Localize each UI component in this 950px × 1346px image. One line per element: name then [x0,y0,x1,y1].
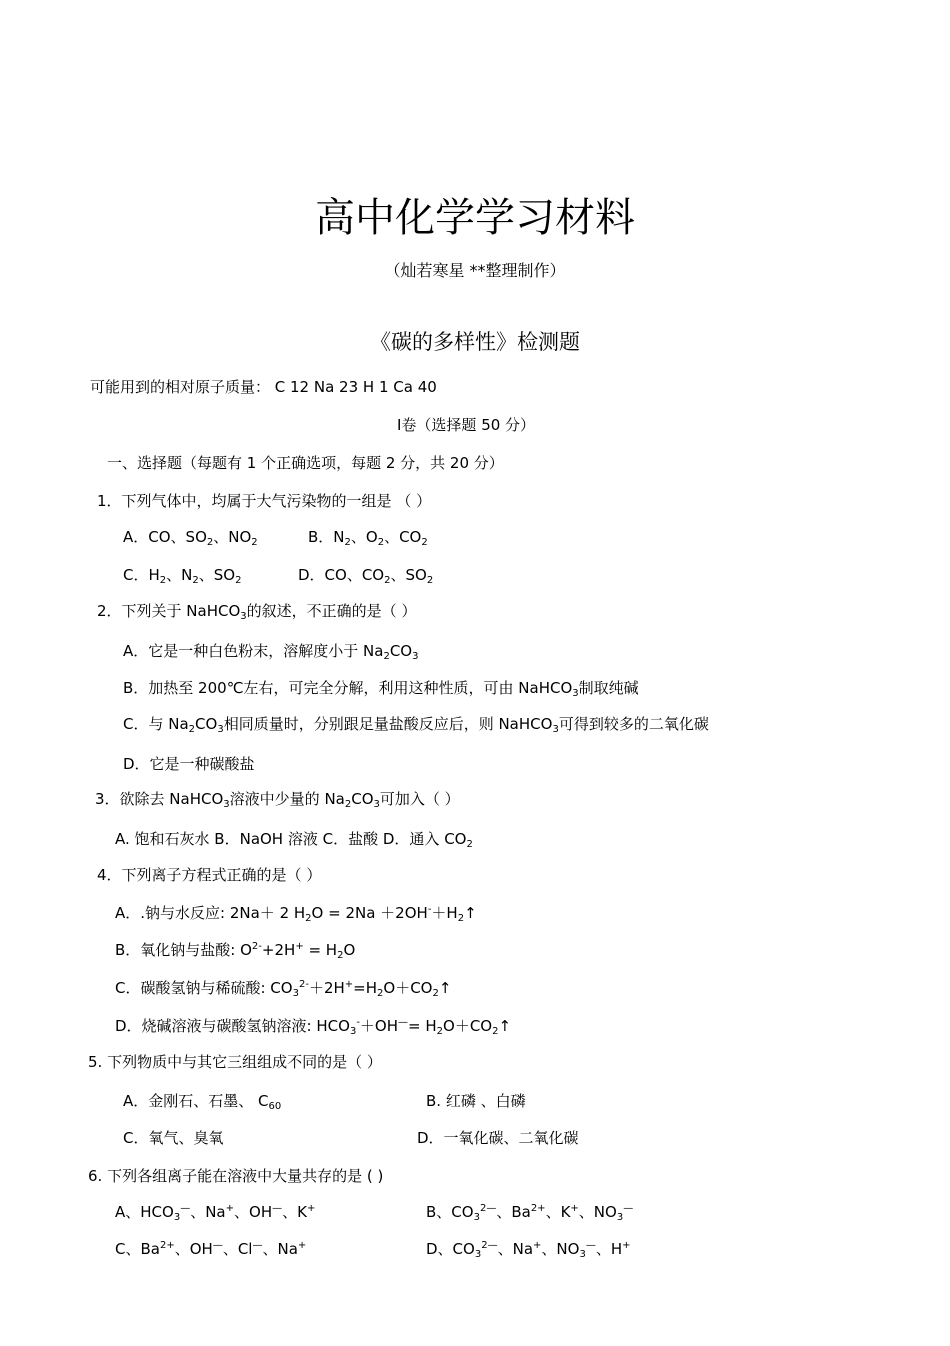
q1-option-c: C．$H_2$、$N_2$、$SO_2$ [123,566,242,586]
q5-option-b: B. 红磷 、白磷 [426,1092,526,1110]
q3-options: A. 饱和石灰水 B．NaOH 溶液 C．盐酸 D．通入 $CO_2$ [115,830,473,850]
q6-option-d: D、$CO_3^{2—}$、Na+、$NO_3^—$、H+ [426,1240,631,1260]
q6-option-a: A、$HCO_3^—$、Na+、OH—、K+ [115,1203,316,1223]
atomic-masses: 可能用到的相对原子质量： C 12 Na 23 H 1 Ca 40 [90,378,437,396]
q3-stem: 3．欲除去 NaHCO$_3$溶液中少量的 $Na_2CO_3$可加入（ ） [95,790,460,810]
q1-stem: 1．下列气体中，均属于大气污染物的一组是 （ ） [97,492,432,510]
q2-option-d: D．它是一种碳酸盐 [123,755,255,773]
q4-stem: 4．下列离子方程式正确的是（ ） [97,866,322,884]
q4-option-c: C．碳酸氢钠与稀硫酸: $CO_3^{2-}+2H^+=H_2O+CO_2↑$ [115,979,452,999]
q1-option-d: D．CO、$CO_2$、$SO_2$ [298,566,434,586]
page-title: 高中化学学习材料 [315,195,635,241]
q4-option-d: D．烧碱溶液与碳酸氢钠溶液: $HCO_3^-+OH^—=$ $H_2O+CO_2↑$ [115,1017,512,1037]
q6-option-c: C、$Ba^{2+}$、OH—、Cl—、Na+ [115,1240,307,1258]
q2-option-c: C．与 $Na_2CO_3$相同质量时，分别跟足量盐酸反应后，则 NaHCO$_3$可得到较多的二氧化碳 [123,715,709,735]
page-subtitle: （灿若寒星 **整理制作） [384,261,566,280]
q1-option-a: A．CO、$SO_2$、$NO_2$ [123,528,258,548]
q2-option-b: B．加热至 200℃左右，可完全分解，利用这种性质，可由 NaHCO$_3$制取纯碱 [123,679,639,699]
q5-stem: 5. 下列物质中与其它三组组成不同的是（ ） [88,1053,382,1071]
q6-stem: 6. 下列各组离子能在溶液中大量共存的是 ( ) [88,1167,384,1185]
q5-option-a: A．金刚石、石墨、 $C_{60}$ [123,1092,282,1112]
section-heading: Ⅰ卷（选择题 50 分） [397,416,536,434]
q5-option-d: D．一氧化碳、二氧化碳 [417,1129,579,1147]
q2-option-a: A．它是一种白色粉末，溶解度小于 $Na_2CO_3$ [123,642,419,662]
instructions: 一、选择题（每题有 1 个正确选项，每题 2 分，共 20 分） [107,454,504,472]
q6-option-b: B、$CO_3^{2—}$、$Ba^{2+}$、K+、$NO_3^—$ [426,1203,634,1223]
document-title: 《碳的多样性》检测题 [370,330,580,354]
q2-stem: 2．下列关于 NaHCO$_3$的叙述，不正确的是（ ） [97,602,417,622]
q4-option-a: A．.钠与水反应: 2Na＋ 2 $H_2O = 2Na$ $+2OH^-+H_2↑$ [115,904,477,924]
q1-option-b: B．$N_2$、$O_2$、$CO_2$ [308,528,428,548]
q4-option-b: B．氧化钠与盐酸: $O^{2-}+2H^+ = H_2O$ [115,941,356,961]
q5-option-c: C．氧气、臭氧 [123,1129,224,1147]
